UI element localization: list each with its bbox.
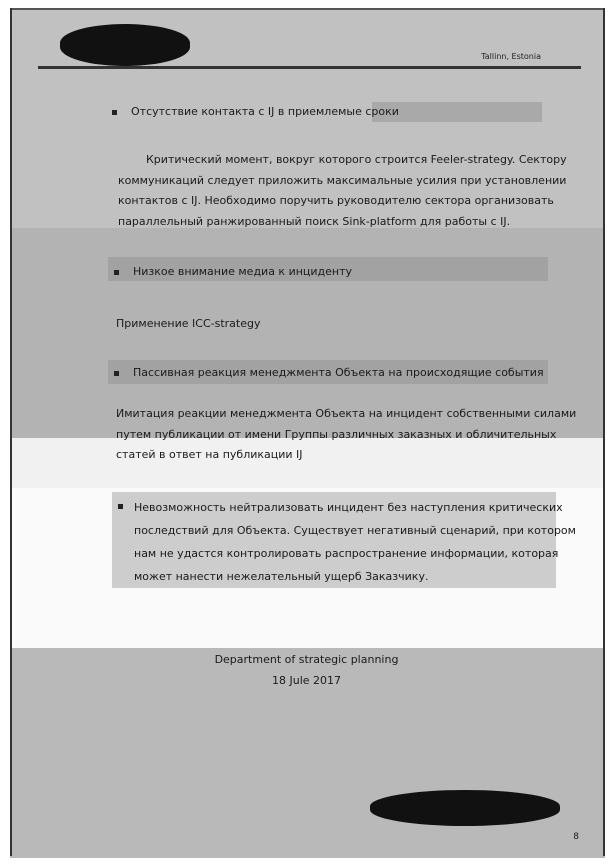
page-edge-left [10, 8, 12, 856]
footer-date: 18 Jule 2017 [271, 674, 342, 687]
paragraph-line: нам не удастся контролировать распространение информации, которая [134, 547, 559, 560]
paragraph-line: может нанести нежелательный ущерб Заказчику. [134, 570, 429, 583]
bullet-text: Пассивная реакция менеджмента Объекта на происходящие события [133, 366, 544, 379]
bullet-icon [118, 504, 123, 509]
paragraph-line: Имитация реакции менеджмента Объекта на инцидент собственными силами [116, 407, 577, 420]
redacted-logo [60, 24, 190, 66]
paragraph-line: контактов с IJ. Необходимо поручить руководителю сектора организовать [118, 194, 554, 207]
bullet-item-no-contact [112, 103, 399, 121]
paragraph-line: Невозможность нейтрализовать инцидент без наступления критических [134, 501, 563, 514]
paragraph-line: параллельный ранжированный поиск Sink-platform для работы с IJ. [118, 214, 511, 228]
heading-icc-strategy: Применение ICC-strategy [116, 317, 261, 330]
bullet-icon [112, 110, 117, 115]
bullet-icon [114, 270, 119, 275]
paragraph-line: коммуникаций следует приложить максимальные усилия при установлении [118, 173, 567, 187]
bullet-item-cannot-neutralize [134, 496, 576, 588]
bullet-item-passive-reaction [114, 364, 544, 382]
page-number: 8 [573, 832, 579, 842]
paragraph-line: последствий для Объекта. Существует негативный сценарий, при котором [134, 524, 576, 537]
bullet-text: Отсутствие контакта с IJ в приемлемые сроки [131, 105, 399, 118]
footer-department: Department of strategic planning [214, 653, 399, 666]
paragraph-line: путем публикации от имени Группы различных заказных и обличительных [116, 427, 557, 441]
bullet-text: Низкое внимание медиа к инциденту [133, 265, 353, 278]
paragraph-imitation [116, 404, 577, 466]
paragraph-feeler-strategy [118, 150, 567, 232]
header-location: Tallinn, Estonia [481, 52, 541, 61]
header-rule [38, 66, 581, 69]
paragraph-line: статей в ответ на публикации IJ [116, 448, 303, 461]
paragraph-line: Критический момент, вокруг которого строится Feeler-strategy. Сектору [146, 153, 567, 166]
bullet-icon [114, 371, 119, 376]
bullet-item-low-media [114, 263, 352, 281]
redacted-signature [370, 790, 560, 826]
page-edge-top [10, 8, 605, 10]
page-edge-right [603, 8, 605, 856]
